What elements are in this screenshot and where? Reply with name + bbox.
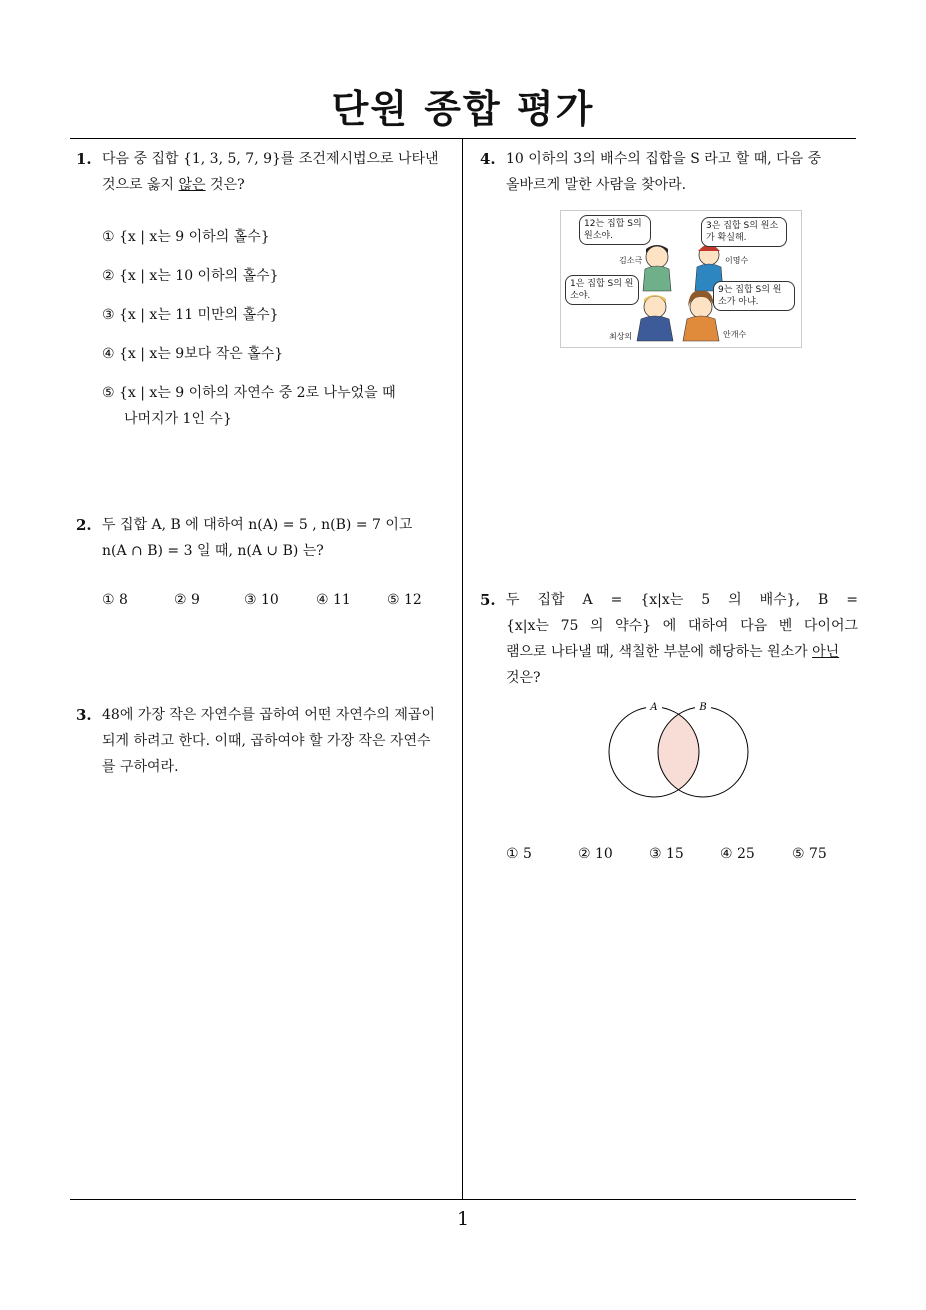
option-3[interactable]: ③ {x | x는 11 미만의 홀수} (102, 307, 279, 323)
top-rule (70, 138, 856, 139)
question-number: 5. (480, 591, 496, 609)
character-name: 안개수 (723, 330, 747, 339)
underlined-word: 아닌 (812, 644, 840, 660)
q5-options (506, 846, 842, 862)
stem-line: 10 이하의 3의 배수의 집합을 S 라고 할 때, 다음 중 (506, 151, 822, 167)
option-4[interactable]: ④ {x | x는 9보다 작은 홀수} (102, 346, 284, 362)
question-stem (506, 587, 858, 691)
stem-line (102, 172, 458, 198)
stem-line: 를 구하여라. (102, 759, 179, 775)
option-2[interactable]: ② 10 (578, 846, 613, 862)
option-4[interactable]: ④ 25 (720, 846, 755, 862)
stem-line: 올바르게 말한 사람을 찾아라. (506, 177, 687, 193)
option-2[interactable]: ② {x | x는 10 이하의 홀수} (102, 268, 279, 284)
question-stem (102, 512, 458, 564)
option-5[interactable]: ⑤ 12 (387, 592, 422, 608)
option-4[interactable]: ④ 11 (316, 592, 351, 608)
question-number: 2. (76, 516, 92, 534)
option-5[interactable]: ⑤ {x | x는 9 이하의 자연수 중 2로 나누었을 때 (102, 385, 396, 401)
page-number: 1 (456, 1208, 470, 1230)
question-5 (480, 587, 858, 691)
question-number: 1. (76, 150, 92, 168)
option-3[interactable]: ③ 15 (649, 846, 684, 862)
bottom-rule (70, 1199, 856, 1200)
stem-line: 48에 가장 작은 자연수를 곱하여 어떤 자연수의 제곱이 (102, 707, 435, 723)
question-2 (76, 512, 458, 564)
speech-bubble: 1은 집합 S의 원소야. (565, 275, 639, 305)
venn-diagram (608, 700, 753, 800)
question-stem (102, 702, 458, 780)
option-5-continuation: 나머지가 1인 수} (124, 411, 232, 427)
option-1[interactable]: ① 5 (506, 846, 532, 862)
stem-line: 두 집합 A, B 에 대하여 n(A) = 5 , n(B) = 7 이고 (102, 517, 413, 533)
underlined-word: 않은 (178, 177, 206, 193)
column-divider (462, 139, 463, 1199)
option-5[interactable]: ⑤ 75 (792, 846, 827, 862)
speech-bubble: 3은 집합 S의 원소가 확실해. (701, 217, 787, 247)
question-number: 4. (480, 150, 496, 168)
question-stem (506, 146, 860, 198)
character-name: 김소극 (619, 256, 643, 265)
option-1[interactable]: ① {x | x는 9 이하의 홀수} (102, 229, 270, 245)
option-1[interactable]: ① 8 (102, 592, 128, 608)
stem-text: 램으로 나타낼 때, 색칠한 부분에 해당하는 원소가 (506, 644, 813, 660)
stem-line: 것은? (506, 670, 541, 686)
venn-label-a: A (650, 702, 658, 713)
question-4 (480, 146, 860, 198)
q2-options (102, 592, 447, 608)
stem-text: 것으로 옳지 (102, 177, 179, 193)
stem-line: 두 집합 A = {x|x는 5 의 배수}, B = (506, 592, 858, 608)
stem-line: 되게 하려고 한다. 이때, 곱하여야 할 가장 작은 자연수 (102, 733, 431, 749)
question-stem (102, 146, 458, 198)
venn-label-b: B (699, 702, 707, 713)
option-2[interactable]: ② 9 (174, 592, 200, 608)
question-1 (76, 146, 458, 198)
stem-line: 다음 중 집합 {1, 3, 5, 7, 9}를 조건제시법으로 나타낸 (102, 151, 439, 167)
speech-bubble: 9는 집합 S의 원소가 아냐. (713, 281, 795, 311)
stem-line: n(A ∩ B) = 3 일 때, n(A ∪ B) 는? (102, 543, 324, 559)
character-name: 최상의 (609, 332, 633, 341)
option-3[interactable]: ③ 10 (244, 592, 279, 608)
q1-options (102, 224, 456, 432)
question-3 (76, 702, 458, 780)
question-number: 3. (76, 706, 92, 724)
stem-line: {x|x는 75 의 약수} 에 대하여 다음 벤 다이어그 (506, 618, 858, 634)
cartoon-illustration (560, 210, 802, 348)
stem-line (506, 639, 858, 665)
stem-text: 것은? (205, 177, 245, 193)
page-title: 단원 종합 평가 (331, 87, 595, 131)
character-name: 이명수 (725, 256, 749, 265)
speech-bubble: 12는 집합 S의 원소야. (579, 215, 651, 245)
